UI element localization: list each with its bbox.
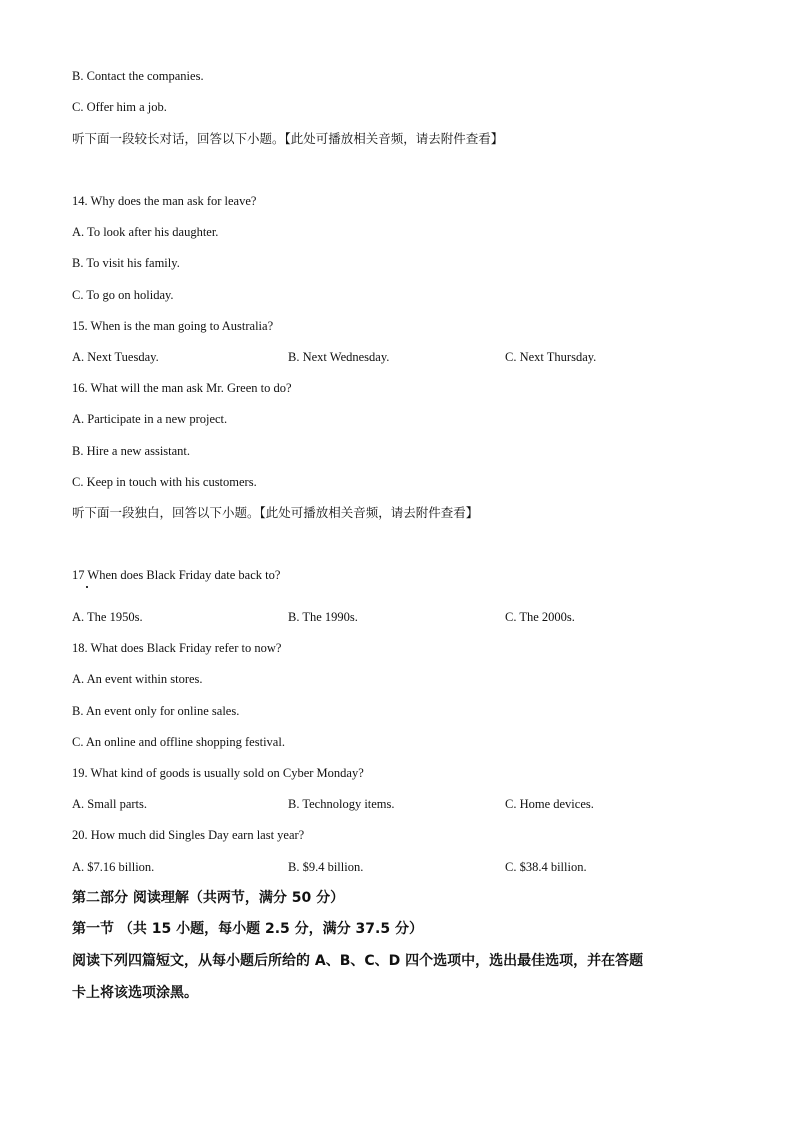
q15-option-b: B. Next Wednesday.: [288, 350, 390, 364]
q15-stem: 15. When is the man going to Australia?: [72, 319, 274, 333]
q13-option-c: C. Offer him a job.: [72, 100, 167, 114]
q19-option-b: B. Technology items.: [288, 797, 395, 811]
q19-stem: 19. What kind of goods is usually sold on Cyber Monday?: [72, 766, 364, 780]
q16-option-b: B. Hire a new assistant.: [72, 444, 191, 458]
directions-line-2: 卡上将该选项涂黑。: [72, 985, 198, 1001]
q20-stem: 20. How much did Singles Day earn last year?: [72, 828, 305, 842]
q20-option-c: C. $38.4 billion.: [505, 860, 587, 874]
q20-option-b: B. $9.4 billion.: [288, 860, 364, 874]
section1-heading: 第一节 （共 15 小题，每小题 2.5 分，满分 37.5 分）: [72, 921, 423, 937]
q17-option-a: A. The 1950s.: [72, 610, 143, 624]
directions-line-1: 阅读下列四篇短文，从每小题后所给的 A、B、C、D 四个选项中，选出最佳选项，并在答题: [72, 953, 644, 969]
q14-option-b: B. To visit his family.: [72, 256, 180, 270]
part2-heading: 第二部分 阅读理解（共两节，满分 50 分）: [72, 890, 345, 906]
q20-option-a: A. $7.16 billion.: [72, 860, 155, 874]
q17-stem: 17 When does Black Friday date back to?: [72, 568, 281, 582]
q15-option-c: C. Next Thursday.: [505, 350, 597, 364]
q17-option-c: C. The 2000s.: [505, 610, 575, 624]
q13-option-b: B. Contact the companies.: [72, 69, 204, 83]
q14-option-c: C. To go on holiday.: [72, 288, 174, 302]
monologue-instruction: 听下面一段独白，回答以下小题。【此处可播放相关音频，请去附件查看】: [72, 505, 479, 520]
q14-option-a: A. To look after his daughter.: [72, 225, 219, 239]
q16-option-c: C. Keep in touch with his customers.: [72, 475, 257, 489]
q18-option-c: C. An online and offline shopping festival.: [72, 735, 285, 749]
q14-stem: 14. Why does the man ask for leave?: [72, 194, 257, 208]
q16-option-a: A. Participate in a new project.: [72, 412, 228, 426]
q18-option-a: A. An event within stores.: [72, 672, 203, 686]
q19-option-a: A. Small parts.: [72, 797, 147, 811]
q18-stem: 18. What does Black Friday refer to now?: [72, 641, 282, 655]
q18-option-b: B. An event only for online sales.: [72, 704, 240, 718]
q19-option-c: C. Home devices.: [505, 797, 594, 811]
q17-option-b: B. The 1990s.: [288, 610, 358, 624]
q16-stem: 16. What will the man ask Mr. Green to do?: [72, 381, 292, 395]
q17-dot-mark: [86, 586, 88, 588]
long-dialogue-instruction: 听下面一段较长对话，回答以下小题。【此处可播放相关音频，请去附件查看】: [72, 131, 504, 146]
q15-option-a: A. Next Tuesday.: [72, 350, 159, 364]
